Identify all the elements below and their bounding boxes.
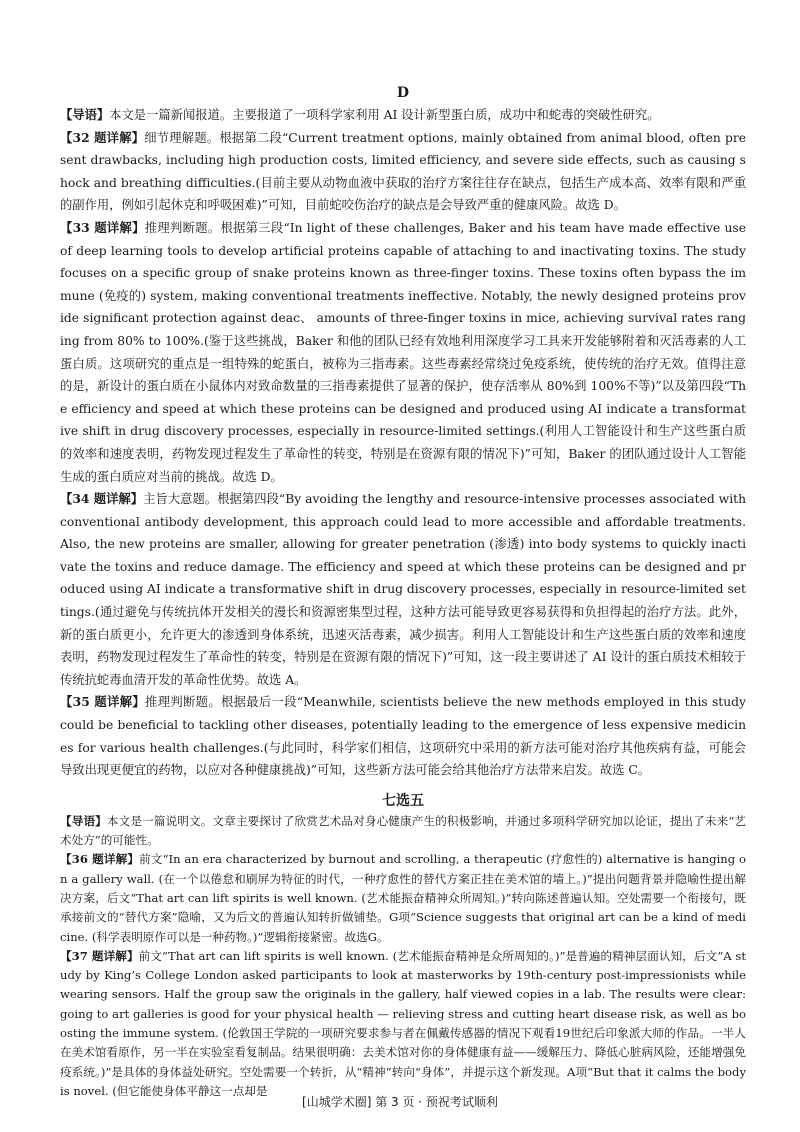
paragraph-text: 前文“In an era characterized by burnout and scrolling, a therapeutic (疗愈性的) alternative is hanging on a gallery wall. (在一个以倦怠和刷屏为特征的时代，一种疗愈性的替代方案正挂在美术馆的墙上。)”提出问题背景并隐喻性提出解决方案，后文“That art can lift spirits is well known. (艺术能振奋精神众所周知。)”转向陈述普遍认知。空处需要一个衔接句，既承接前文的“替代方案”隐喻，又为后文的普遍认知转折做铺垫。G项“Science suggests that original art can be a kind of medicine. (科学表明原作可以是一种药物。)”逻辑衔接紧密。故选G。 [60, 852, 746, 944]
question-36-paragraph [60, 850, 746, 946]
question-37-paragraph [60, 947, 746, 1101]
section-d [60, 84, 746, 782]
intro-paragraph [60, 812, 746, 851]
question-33-paragraph [60, 217, 746, 488]
page-footer: [山城学术圈] 第 3 页 · 预祝考试顺利 [302, 1095, 498, 1109]
question-34-paragraph [60, 488, 746, 691]
paragraph-text: 细节理解题。根据第二段“Current treatment options, mainly obtained from animal blood, often present drawbacks, including high production costs, limited efficiency, and severe side effects, such as causing shock and breathing difficulties.(目前主要从动物血液中获取的治疗方案往往存在缺点，包括生产成本高、效率有限和严重的副作用，例如引起休克和呼吸困难)”可知，目前蛇咬伤治疗的缺点是会导致严重的健康风险。故选 D。 [60, 130, 746, 213]
paragraph-text: 前文“That art can lift spirits is well known. (艺术能振奋精神是众所周知的。)”是普遍的精神层面认知，后文“A study by King’s College London asked participants to look at masterworks by 19th-century post-impressionists while wearing sensors. Half the group saw the originals in the gallery, half viewed copies in a lab. The results were clear: going to art galleries is good for your physical health — relieving stress and cutting heart disease risk, as well as boosting the immune system. (伦敦国王学院的一项研究要求参与者在佩戴传感器的情况下观看19世纪后印象派大师的作品。一半人在美术馆看原作，另一半在实验室看复制品。结果很明确：去美术馆对你的身体健康有益——缓解压力、降低心脏病风险，还能增强免疫系统。)”是具体的身体益处研究。空处需要一个转折，从“精神”转向“身体”，并提示这个新发现。A项“But that it calms the body is novel. (但它能使身体平静这一点却是 [60, 948, 747, 1098]
paragraph-tag: 【35 题详解】 [60, 694, 146, 710]
section-title-seven: 七选五 [382, 792, 424, 809]
paragraph-tag: 【导语】 [60, 107, 110, 122]
question-35-paragraph [60, 691, 746, 781]
section-title-d: D [396, 85, 410, 101]
section-seven-choose-five [60, 792, 746, 1101]
paragraph-text: 本文是一篇新闻报道。主要报道了一项科学家利用 AI 设计新型蛋白质，成功中和蛇毒的突破性研究。 [109, 108, 660, 122]
paragraph-tag: 【34 题详解】 [60, 491, 144, 507]
paragraph-tag: 【36 题详解】 [60, 852, 140, 867]
intro-paragraph [60, 104, 746, 127]
paragraph-text: 主旨大意题。根据第四段“By avoiding the lengthy and resource-intensive processes associated with conventional antibody development, this approach could lead to more accessible and affordable treatments. Also, the new proteins are smaller, allowing for greater penetration (渗透) into body systems to quickly inactivate the toxins and reduce damage. The efficiency and speed at which these proteins can be designed and produced using AI indicate a transformative shift in drug discovery processes, especially in resource-limited settings.(通过避免与传统抗体开发相关的漫长和资源密集型过程，这种方法可能导致更容易获得和负担得起的治疗方法。此外，新的蛋白质更小，允许更大的渗透到身体系统，迅速灭活毒素，减少损害。利用人工智能设计和生产这些蛋白质的效率和速度表明，药物发现过程发生了革命性的转变，特别是在资源有限的情况下)”可知，这一段主要讲述了 AI 设计的蛋白质技术相较于传统抗蛇毒血清开发的革命性优势。故选 A。 [60, 492, 746, 687]
page-content [60, 84, 746, 1101]
paragraph-tag: 【37 题详解】 [60, 948, 139, 963]
paragraph-tag: 【32 题详解】 [60, 129, 145, 145]
paragraph-text: 推理判断题。根据第三段“In light of these challenges, Baker and his team have made effective use of deep learning tools to develop artificial proteins capable of attaching to and inactivating toxins. The study focuses on a specific group of snake proteins known as three-finger toxins. These toxins often bypass the immune (免疫的) system, making conventional treatments ineffective. Notably, the newly designed proteins provide significant protection against deac、 amounts of three-finger toxins in mice, achieving survival rates ranging from 80% to 100%.(鉴于这些挑战，Baker 和他的团队已经有效地利用深度学习工具来开发能够附着和灭活毒素的人工蛋白质。这项研究的重点是一组特殊的蛇蛋白，被称为三指毒素。这些毒素经常绕过免疫系统，使传统的治疗无效。值得注意的是，新设计的蛋白质在小鼠体内对致命数量的三指毒素提供了显著的保护，使存活率从 80%到 100%不等)”以及第四段“The efficiency and speed at which these proteins can be designed and produced using AI indicate a transformative shift in drug discovery processes, especially in resource-limited settings.(利用人工智能设计和生产这些蛋白质的效率和速度表明，药物发现过程发生了革命性的转变，特别是在资源有限的情况下)”可知，Baker 的团队通过设计人工智能生成的蛋白质应对当前的挑战。故选 D。 [60, 220, 746, 484]
paragraph-text: 推理判断题。根据最后一段“Meanwhile, scientists believe the new methods employed in this study could be beneficial to tackling other diseases, potentially leading to the emergence of less expensive medicines for various health challenges.(与此同时，科学家们相信，这项研究中采用的新方法可能对治疗其他疾病有益，可能会导致出现更便宜的药物，以应对各种健康挑战)”可知，这些新方法可能会给其他治疗方法带来启发。故选 C。 [60, 695, 746, 778]
paragraph-text: 本文是一篇说明文。文章主要探讨了欣赏艺术品对身心健康产生的积极影响，并通过多项科学研究加以论证，提出了未来“艺术处方”的可能性。 [60, 813, 746, 848]
question-32-paragraph [60, 127, 746, 217]
paragraph-tag: 【33 题详解】 [60, 219, 145, 235]
paragraph-tag: 【导语】 [60, 813, 107, 828]
